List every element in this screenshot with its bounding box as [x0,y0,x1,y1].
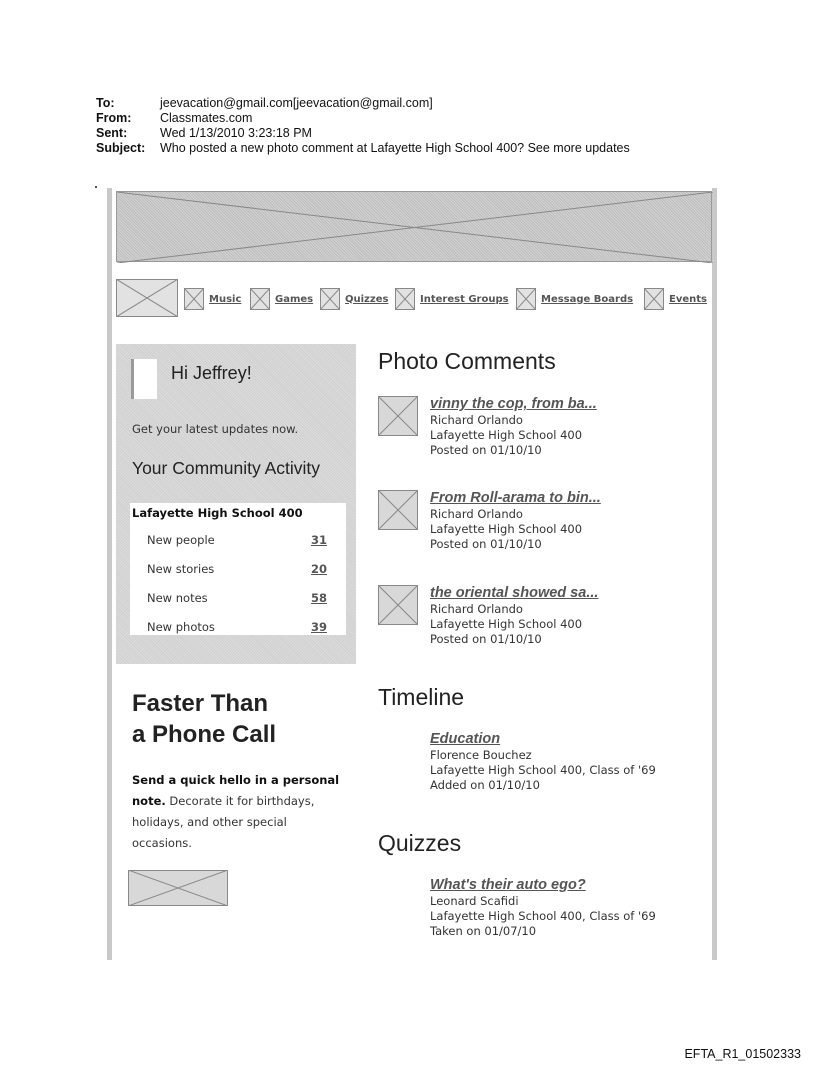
added-date: Added on 01/10/10 [430,778,540,792]
to-row [96,96,776,111]
sent-label: Sent: [96,126,128,140]
logo-image-placeholder [116,279,178,317]
photo-comment-item [430,395,710,458]
photo-comment-link[interactable]: From Roll-arama to bin... [430,490,601,506]
photo-thumbnail[interactable] [378,490,418,530]
events-icon [644,288,664,310]
activity-label: New people [147,533,215,547]
activity-row [147,562,327,580]
to-value: jeevacation@gmail.com[jeevacation@gmail.com] [160,96,433,110]
activity-count-link[interactable]: 39 [310,620,327,634]
promo-bold-text: Send a quick hello in a personal note. [132,773,340,808]
activity-count-link[interactable]: 20 [310,562,327,576]
nav-music[interactable] [184,287,241,311]
timeline-item [430,730,710,793]
email-header [96,96,776,156]
community-activity-box [130,503,346,635]
activity-row [147,591,327,609]
school: Lafayette High School 400, Class of '69 [430,909,656,923]
nav-link-quizzes[interactable]: Quizzes [345,293,389,305]
newsletter [107,188,717,960]
avatar [131,359,157,399]
subject-value: Who posted a new photo comment at Lafayette High School 400? See more updates [160,141,630,155]
sent-row [96,126,776,141]
from-value: Classmates.com [160,111,253,125]
quiz-link[interactable]: What's their auto ego? [430,877,586,893]
taken-date: Taken on 01/07/10 [430,924,537,938]
nav-link-message-boards[interactable]: Message Boards [541,293,634,305]
music-icon [184,288,204,310]
activity-label: New notes [147,591,208,605]
activity-count-link[interactable]: 58 [310,591,327,605]
timeline-link[interactable]: Education [430,731,501,747]
greeting: Hi Jeffrey! [171,363,252,383]
school-name: Lafayette High School 400 [132,506,303,520]
promo-title-line1: Faster Than [132,690,269,717]
updates-prompt: Get your latest updates now. [132,422,299,436]
photo-comments-title: Photo Comments [378,348,556,374]
nav-link-music[interactable]: Music [209,293,242,305]
author: Richard Orlando [430,413,523,427]
nav-link-interest-groups[interactable]: Interest Groups [420,293,509,305]
author: Richard Orlando [430,602,523,616]
activity-label: New stories [147,562,215,576]
nav-interest-groups[interactable] [395,287,509,311]
activity-row [147,620,327,638]
school: Lafayette High School 400, Class of '69 [430,763,656,777]
from-row [96,111,776,126]
community-activity-title: Your Community Activity [132,458,321,478]
stray-dot [95,186,97,188]
nav-message-boards[interactable] [516,287,633,311]
activity-row [147,533,327,551]
school: Lafayette High School 400 [430,428,583,442]
nav-link-events[interactable]: Events [669,293,707,305]
photo-comment-link[interactable]: vinny the cop, from ba... [430,396,597,412]
nav-games[interactable] [250,287,313,311]
promo-title [132,688,276,750]
promo-image-placeholder[interactable] [128,870,228,906]
timeline-title: Timeline [378,684,465,710]
promo-body-text: Decorate it for birthdays, holidays, and other special occasions. [132,794,315,850]
posted-date: Posted on 01/10/10 [430,443,542,457]
nav-events[interactable] [644,287,707,311]
photo-thumbnail[interactable] [378,585,418,625]
quiz-item [430,876,710,939]
school: Lafayette High School 400 [430,617,583,631]
document-id: EFTA_R1_01502333 [684,1047,801,1061]
subject-label: Subject: [96,141,146,155]
photo-comment-item [430,489,710,552]
posted-date: Posted on 01/10/10 [430,632,542,646]
author: Florence Bouchez [430,748,532,762]
interest-groups-icon [395,288,415,310]
message-boards-icon [516,288,536,310]
activity-count-link[interactable]: 31 [310,533,327,547]
activity-label: New photos [147,620,215,634]
quizzes-title: Quizzes [378,830,462,856]
promo-title-line2: a Phone Call [132,721,277,748]
author: Richard Orlando [430,507,523,521]
nav-link-games[interactable]: Games [275,293,314,305]
photo-comment-item [430,584,710,647]
games-icon [250,288,270,310]
banner-image-placeholder [116,191,712,262]
broken-image-icon [117,192,713,263]
sent-value: Wed 1/13/2010 3:23:18 PM [160,126,312,140]
to-label: To: [96,96,115,110]
author: Leonard Scafidi [430,894,519,908]
promo-body [132,770,342,854]
photo-comment-link[interactable]: the oriental showed sa... [430,585,599,601]
posted-date: Posted on 01/10/10 [430,537,542,551]
from-label: From: [96,111,132,125]
nav-quizzes[interactable] [320,287,388,311]
nav-bar [112,268,712,326]
quizzes-icon [320,288,340,310]
photo-thumbnail[interactable] [378,396,418,436]
school: Lafayette High School 400 [430,522,583,536]
subject-row [96,141,776,156]
